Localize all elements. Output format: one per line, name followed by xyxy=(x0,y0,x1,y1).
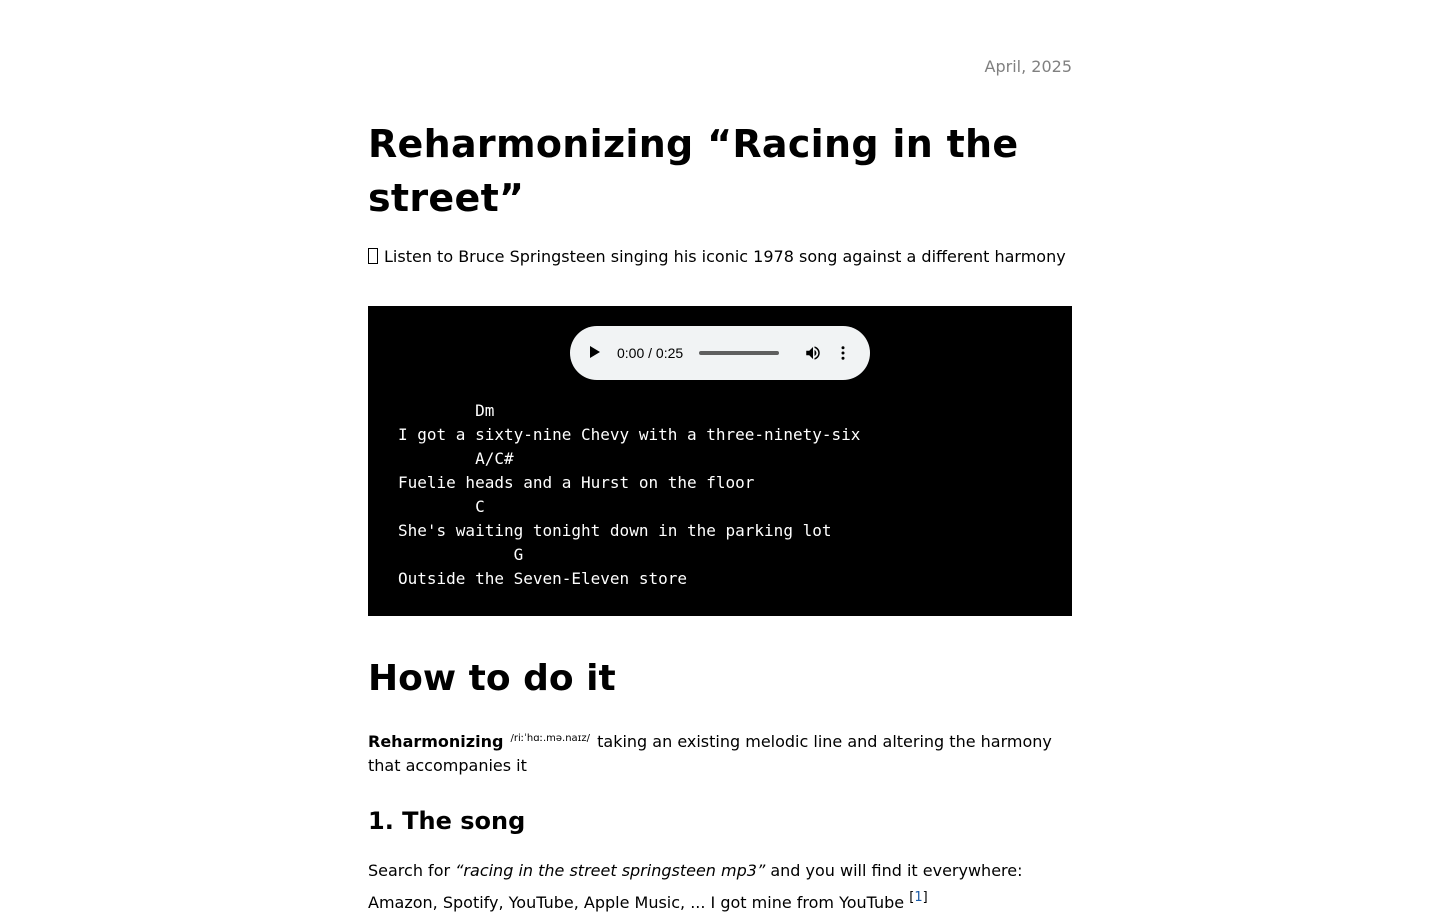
lyric-line: She's waiting tonight down in the parking lot xyxy=(398,521,832,540)
audio-player[interactable] xyxy=(570,326,870,380)
section-heading-how: How to do it xyxy=(368,658,616,699)
footnote-bracket: ] xyxy=(922,890,928,905)
section-heading-song: 1. The song xyxy=(368,807,526,835)
subtitle xyxy=(368,245,1072,269)
pronunciation: /riːˈhɑː.mə.naɪz/ xyxy=(510,733,591,744)
lyric-line: Fuelie heads and a Hurst on the floor xyxy=(398,473,755,492)
more-vertical-icon[interactable] xyxy=(834,344,852,362)
paragraph-text: Search for xyxy=(368,861,456,880)
song-paragraph xyxy=(368,857,1072,916)
chord-line: A/C# xyxy=(398,449,514,468)
subtitle-text: Listen to Bruce Springsteen singing his iconic 1978 song against a different harmony xyxy=(384,247,1066,266)
article-page xyxy=(368,0,1072,916)
audio-progress-track[interactable] xyxy=(699,351,779,355)
definition-term: Reharmonizing xyxy=(368,732,504,751)
play-icon[interactable] xyxy=(590,346,600,358)
definition xyxy=(368,727,1072,778)
paragraph-text: and you will find it everywhere: Amazon, Spotify, YouTube, Apple Music, ... I got mine from YouTube xyxy=(368,861,1023,912)
missing-glyph-icon xyxy=(368,248,378,264)
search-query: “racing in the street springsteen mp3” xyxy=(455,861,766,880)
footnote-bracket: [ xyxy=(909,890,915,905)
audio-time: 0:00 / 0:25 xyxy=(617,345,684,361)
publish-date: April, 2025 xyxy=(984,57,1072,76)
page-title: Reharmonizing “Racing in the street” xyxy=(368,122,1019,220)
footnote-ref xyxy=(909,890,927,905)
chord-sheet xyxy=(398,399,860,591)
chord-line: Dm xyxy=(398,401,495,420)
volume-icon[interactable] xyxy=(804,344,822,362)
chord-line: G xyxy=(398,545,524,564)
definition-text: taking an existing melodic line and altering the harmony that accompanies it xyxy=(368,732,1052,775)
footnote-link[interactable]: 1 xyxy=(914,890,923,905)
audio-chord-panel xyxy=(368,306,1072,616)
chord-line: C xyxy=(398,497,485,516)
lyric-line: I got a sixty-nine Chevy with a three-ninety-six xyxy=(398,425,861,444)
lyric-line: Outside the Seven-Eleven store xyxy=(398,569,687,588)
